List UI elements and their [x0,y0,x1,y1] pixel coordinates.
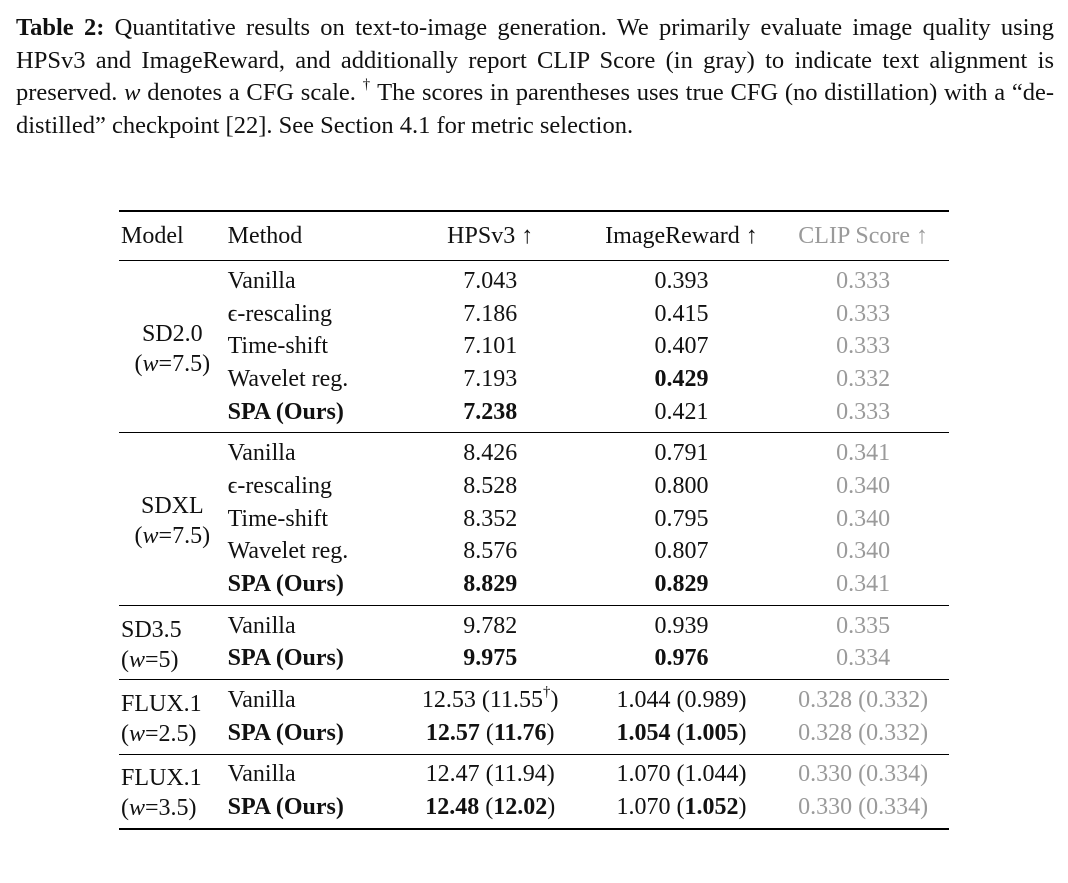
cfg-symbol: w [142,350,159,377]
hps-cell: 8.426 [463,440,518,467]
method-cell: SPA (Ours) [227,719,344,746]
model-name: SDXL [140,493,204,520]
table-row [119,363,949,396]
hps-cell: 8.829 [463,571,518,598]
table-row [119,605,949,642]
model-cfg: (w=5) [121,646,179,673]
ir-cell: 1.054 (1.005) [616,719,747,746]
caption-w-symbol: w [124,79,141,107]
clip-cell: 0.330 (0.334) [798,794,929,821]
caption-text-2: denotes a CFG scale. [147,79,356,107]
model-cell [119,261,226,433]
method-cell: Vanilla [227,687,296,714]
method-cell: Vanilla [227,761,296,788]
header-imagereward: ImageReward ↑ [586,211,778,261]
results-table-container [119,210,949,830]
table-row [119,568,949,605]
hps-cell: 12.57 (11.76) [425,719,555,746]
hps-cell: 8.528 [463,472,518,499]
method-cell: Vanilla [227,267,296,294]
table-row [119,536,949,569]
ir-paren: 0.989 [684,687,739,714]
method-cell: SPA (Ours) [227,398,344,425]
ir-paren: 1.052 [684,794,739,821]
ir-main: 1.044 [616,687,671,714]
clip-main: 0.328 [798,719,853,746]
clip-paren: 0.332 [866,719,921,746]
model-name: SD2.0 [141,320,203,347]
model-cfg: (w=7.5) [134,523,211,550]
ir-main: 1.054 [616,719,671,746]
hps-paren: 11.55 [489,687,544,714]
hps-paren: 11.76 [493,719,547,746]
ir-paren: 1.044 [684,761,739,788]
hps-main: 12.47 [425,761,480,788]
clip-cell: 0.340 [836,538,891,565]
hps-cell: 9.782 [463,612,518,639]
method-cell: Vanilla [227,440,296,467]
method-cell: Time-shift [227,333,329,360]
dagger-mark: † [543,683,551,700]
method-cell: ϵ-rescaling [227,300,332,327]
hps-cell: 8.352 [463,505,518,532]
hps-cell: 7.238 [463,398,518,425]
cfg-symbol: w [129,720,146,747]
cfg-symbol: w [142,523,159,550]
group-flux-2-5 [119,680,949,754]
table-row [119,396,949,433]
table-row [119,298,949,331]
model-cfg: (w=2.5) [121,720,197,747]
clip-cell: 0.340 [836,505,891,532]
ir-main: 1.070 [616,794,671,821]
ir-cell: 0.791 [654,440,709,467]
hps-cell: 12.53 (11.55†) [421,683,559,714]
model-cell [119,605,226,679]
table-row [119,470,949,503]
caption-label: Table 2: [16,14,105,41]
ir-cell: 1.044 (0.989) [616,687,747,714]
model-cell [119,754,226,829]
ir-cell: 0.795 [654,505,709,532]
group-flux-3-5 [119,754,949,829]
clip-cell: 0.334 [836,645,891,672]
clip-cell: 0.328 (0.332) [798,687,929,714]
hps-cell: 7.043 [463,267,518,294]
clip-cell: 0.340 [836,472,891,499]
table-caption [16,12,1054,142]
hps-main: 12.57 [425,719,480,746]
hps-cell: 9.975 [463,645,518,672]
clip-paren: 0.334 [866,761,921,788]
method-cell: SPA (Ours) [227,794,344,821]
hps-cell: 12.48 (12.02) [425,794,556,821]
header-row [119,211,949,261]
table-row [119,503,949,536]
model-cell [119,433,226,605]
ir-cell: 0.393 [654,267,709,294]
method-cell: Vanilla [227,612,296,639]
model-name: SD3.5 [121,616,182,643]
hps-paren: 11.94 [493,761,547,788]
table-row [119,330,949,363]
clip-main: 0.330 [798,761,853,788]
hps-cell: 7.193 [463,365,518,392]
ir-cell: 1.070 (1.044) [616,761,747,788]
ir-cell: 0.807 [654,538,709,565]
caption-text-1: Quantitative results on text-to-image generation. We primarily evaluate image quality using HPSv3 and ImageReward, and additionally report CLIP Score (in gray) to indicate text alignment is preserved. [16,14,1055,107]
clip-cell: 0.332 [836,365,891,392]
method-cell: Time-shift [227,505,329,532]
table-row [119,433,949,470]
clip-paren: 0.334 [866,794,921,821]
ir-cell: 0.939 [654,612,709,639]
method-cell: Wavelet reg. [227,538,349,565]
method-cell: SPA (Ours) [227,571,344,598]
results-table [119,210,949,830]
cfg-symbol: w [129,646,146,673]
cfg-symbol: w [129,795,146,822]
table-row [119,643,949,680]
caption-text-3: The scores in parentheses uses true CFG (no distillation) with a “de-distilled” checkpoint [22]. See Section 4.1 for metric selection. [16,79,1055,139]
method-cell: Wavelet reg. [227,365,349,392]
ir-cell: 0.976 [654,645,709,672]
clip-cell: 0.341 [836,571,891,598]
hps-cell: 7.101 [463,333,518,360]
method-cell: SPA (Ours) [227,645,344,672]
clip-cell: 0.341 [836,440,891,467]
hps-main: 12.53 [421,687,476,714]
hps-cell: 8.576 [463,538,518,565]
hps-cell: 12.47 (11.94) [425,761,555,788]
model-name: FLUX.1 [121,765,202,792]
clip-main: 0.330 [798,794,853,821]
model-cfg: (w=3.5) [121,795,197,822]
group-sd20 [119,261,949,433]
ir-cell: 0.421 [654,398,709,425]
clip-cell: 0.330 (0.334) [798,761,929,788]
group-sdxl [119,433,949,605]
caption-dagger: † [362,75,371,93]
clip-cell: 0.328 (0.332) [798,719,929,746]
group-sd35 [119,605,949,679]
ir-cell: 0.800 [654,472,709,499]
header-model: Model [119,211,226,261]
table-row [119,261,949,298]
ir-cell: 0.829 [654,571,709,598]
clip-paren: 0.332 [866,687,921,714]
clip-cell: 0.335 [836,612,891,639]
header-clip-score: CLIP Score ↑ [777,211,949,261]
method-cell: ϵ-rescaling [227,472,332,499]
header-method: Method [226,211,395,261]
clip-main: 0.328 [798,687,853,714]
clip-cell: 0.333 [836,300,891,327]
ir-cell: 0.407 [654,333,709,360]
model-cfg: (w=7.5) [134,350,211,377]
ir-cell: 0.415 [654,300,709,327]
ir-cell: 1.070 (1.052) [616,794,747,821]
hps-cell: 7.186 [463,300,518,327]
model-cell [119,680,226,754]
hps-main: 12.48 [425,794,480,821]
clip-cell: 0.333 [836,398,891,425]
ir-paren: 1.005 [684,719,739,746]
model-name: FLUX.1 [121,690,202,717]
ir-main: 1.070 [616,761,671,788]
table-row [119,754,949,791]
table-row [119,680,949,717]
table-row [119,791,949,829]
table-row [119,717,949,754]
ir-cell: 0.429 [654,365,709,392]
hps-paren: 12.02 [493,794,548,821]
header-hpsv3: HPSv3 ↑ [395,211,586,261]
clip-cell: 0.333 [836,333,891,360]
clip-cell: 0.333 [836,267,891,294]
